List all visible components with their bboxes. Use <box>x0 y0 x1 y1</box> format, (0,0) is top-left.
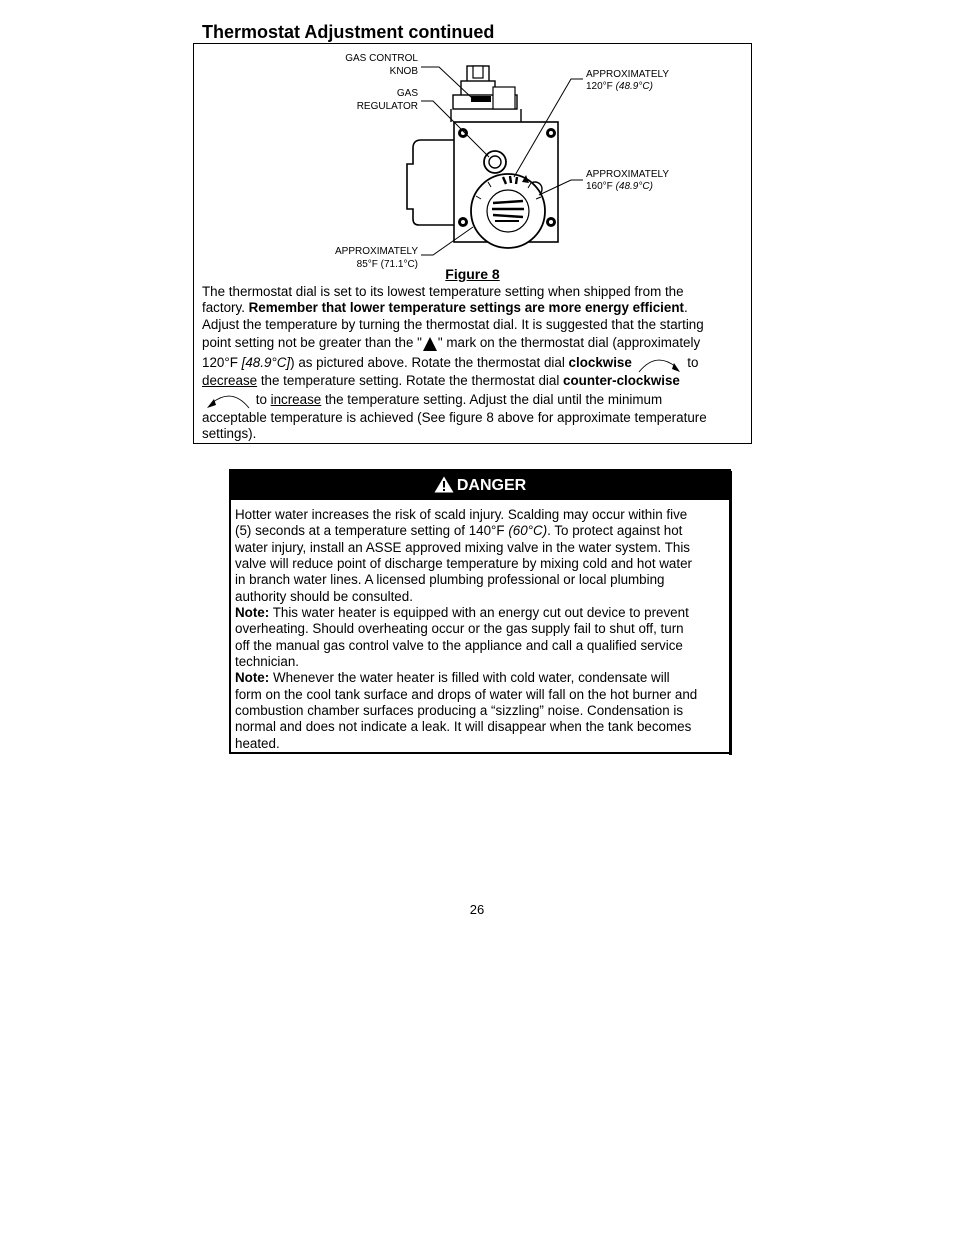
body-line: Adjust the temperature by turning the thermostat dial. It is suggested that the starting <box>202 316 704 332</box>
figure-caption: Figure 8 <box>445 266 500 282</box>
label-gas-regulator-2: REGULATOR <box>356 101 418 112</box>
figure-frame <box>193 43 752 444</box>
danger-heading: DANGER <box>456 477 527 494</box>
label-gas-regulator: GAS <box>396 88 418 99</box>
note-line: Note: This water heater is equipped with an energy cut out device to prevent <box>235 605 689 621</box>
body-line: factory. Remember that lower temperature settings are more energy efficient. <box>202 300 688 316</box>
danger-box <box>229 469 731 754</box>
label-approx-85-temp: 85°F (71.1°C) <box>356 259 418 270</box>
note-label: Note: <box>235 605 270 621</box>
label-approx-160-temp: 160°F (48.9°C) <box>586 181 653 192</box>
body-line: to increase the temperature setting. Adjust the dial until the minimum <box>202 390 747 410</box>
danger-line: in branch water lines. A licensed plumbing professional or local plumbing <box>235 572 665 588</box>
triangle-mark-icon <box>422 336 438 352</box>
body-line: acceptable temperature is achieved (See figure 8 above for approximate temperature <box>202 409 707 425</box>
label-approx-120-temp: 120°F (48.9°C) <box>586 81 653 92</box>
danger-line: Hotter water increases the risk of scald injury. Scalding may occur within five <box>235 507 688 522</box>
body-line: 120°F [48.9°C]) as pictured above. Rotate the thermostat dial clockwise to <box>202 353 747 373</box>
body-line: The thermostat dial is set to its lowest temperature setting when shipped from the <box>202 284 684 299</box>
danger-line: authority should be consulted. <box>235 588 413 604</box>
label-approx-120: APPROXIMATELY <box>586 69 669 80</box>
label-gas-control-knob: GAS CONTROL <box>345 53 418 64</box>
danger-line: (5) seconds at a temperature setting of 140°F (60°C). To protect against hot <box>235 523 683 539</box>
note-label: Note: <box>235 670 270 686</box>
label-gas-control-knob-2: KNOB <box>389 66 418 77</box>
danger-header <box>231 471 729 500</box>
counter-clockwise-arrow-icon <box>202 391 252 409</box>
warning-triangle-icon <box>434 476 454 493</box>
note-line: technician. <box>235 654 300 670</box>
label-approx-160: APPROXIMATELY <box>586 169 669 180</box>
page-number: 26 <box>469 902 485 917</box>
gas-control-valve-diagram <box>321 49 681 271</box>
note-line: form on the cool tank surface and drops of water will fall on the hot burner and <box>235 686 698 702</box>
label-approx-85: APPROXIMATELY <box>335 246 418 257</box>
danger-line: valve will reduce point of discharge temperature by mixing cold and hot water <box>235 556 693 572</box>
note-line: Note: Whenever the water heater is filled with cold water, condensate will <box>235 670 670 686</box>
body-line: point setting not be greater than the " " mark on the thermostat dial (approximately <box>202 335 701 351</box>
danger-line: water injury, install an ASSE approved mixing valve in the water system. This <box>235 539 690 555</box>
note-line: normal and does not indicate a leak. It will disappear when the tank becomes <box>235 719 692 735</box>
note-line: overheating. Should overheating occur or the gas supply fail to shut off, turn <box>235 621 684 637</box>
body-line: settings). <box>202 425 257 441</box>
note-line: combustion chamber surfaces producing a “sizzling” noise. Condensation is <box>235 703 684 719</box>
clockwise-arrow-icon <box>636 355 684 373</box>
note-line: off the manual gas control valve to the appliance and call a qualified service <box>235 637 683 653</box>
thermostat-paragraph <box>202 284 747 442</box>
note-line: heated. <box>235 735 280 751</box>
body-line: decrease the temperature setting. Rotate the thermostat dial counter-clockwise <box>202 373 680 389</box>
danger-body <box>235 507 725 752</box>
page-title: Thermostat Adjustment continued <box>202 22 495 42</box>
